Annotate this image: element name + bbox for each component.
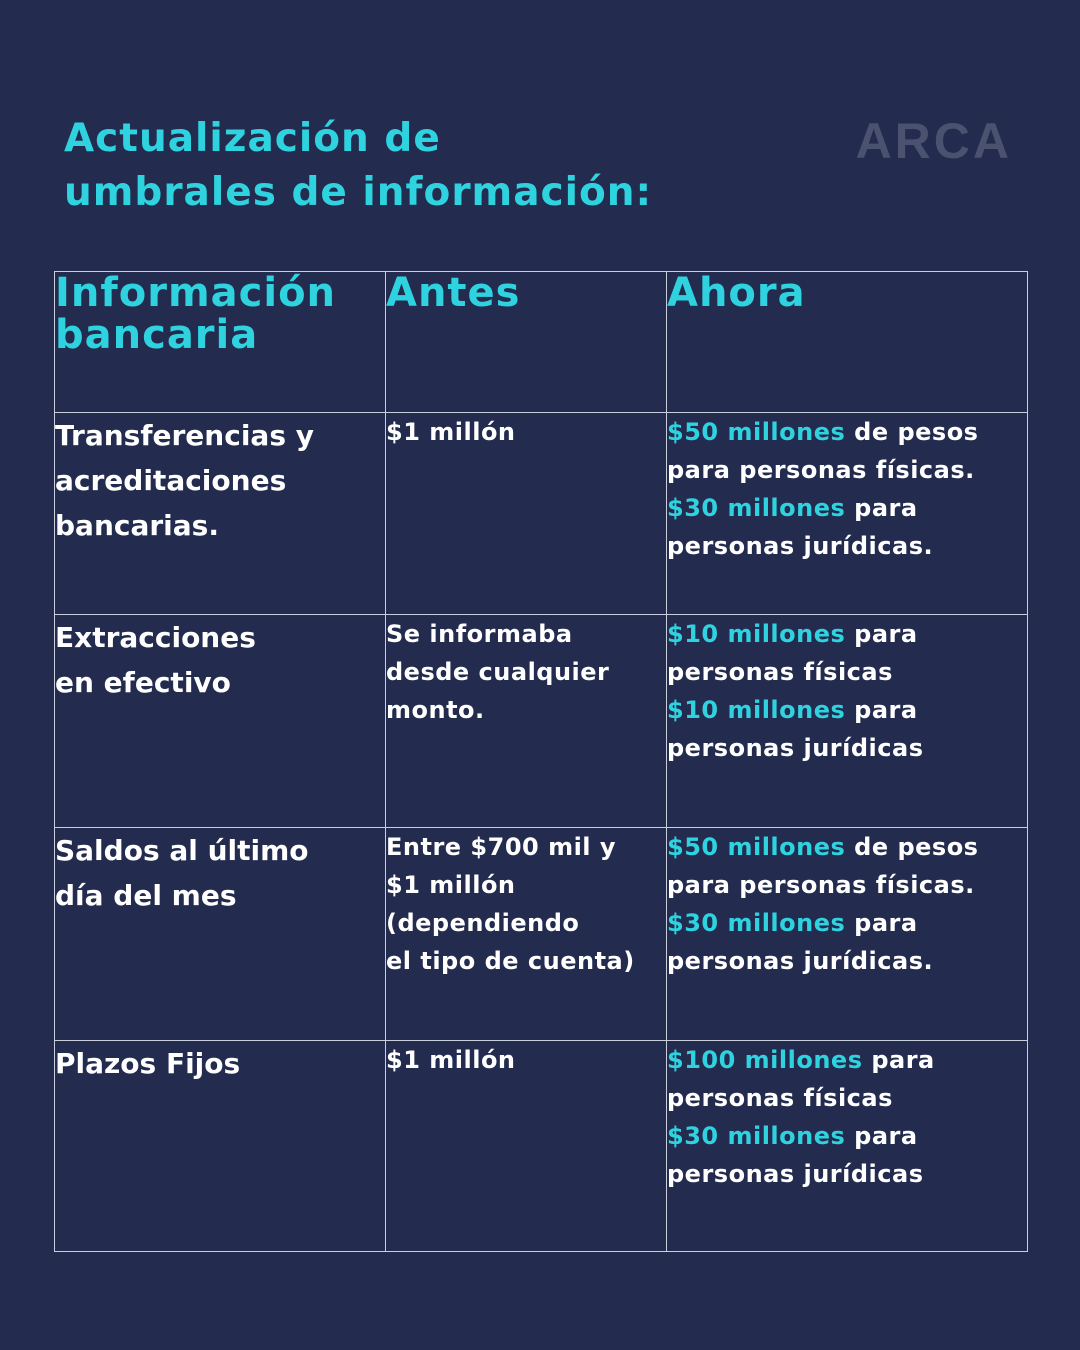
thresholds-table	[54, 271, 1028, 1252]
cell-ahora	[667, 615, 1028, 828]
ahora-text: para personas físicas.	[667, 456, 975, 484]
ahora-text: personas jurídicas.	[667, 947, 934, 975]
page-title	[64, 112, 652, 220]
header-info-line-2: bancaria	[55, 312, 259, 358]
info-line: Plazos Fijos	[55, 1047, 241, 1080]
info-line: acreditaciones	[55, 464, 287, 497]
ahora-text: para	[845, 620, 918, 648]
ahora-line	[667, 942, 1027, 980]
table-row	[55, 413, 1028, 615]
ahora-text: personas jurídicas	[667, 734, 924, 762]
ahora-text: personas físicas	[667, 658, 893, 686]
ahora-text: personas físicas	[667, 1084, 893, 1112]
antes-line: monto.	[386, 696, 485, 724]
info-line: día del mes	[55, 879, 237, 912]
antes-line: Se informaba	[386, 620, 573, 648]
cell-ahora	[667, 413, 1028, 615]
ahora-line	[667, 866, 1027, 904]
amount-highlight: $30 millones	[667, 909, 846, 937]
ahora-text: para personas físicas.	[667, 871, 975, 899]
table-row	[55, 828, 1028, 1041]
antes-line: (dependiendo	[386, 909, 580, 937]
info-line: bancarias.	[55, 509, 219, 542]
ahora-line	[667, 828, 1027, 866]
antes-line: desde cualquier	[386, 658, 610, 686]
info-line: en efectivo	[55, 666, 231, 699]
cell-informacion	[55, 1041, 386, 1252]
title-line-1: Actualización de	[64, 116, 441, 161]
ahora-line	[667, 615, 1027, 653]
cell-antes	[386, 1041, 667, 1252]
cell-ahora	[667, 828, 1028, 1041]
ahora-line	[667, 451, 1027, 489]
amount-highlight: $50 millones	[667, 833, 846, 861]
header-antes: Antes	[386, 272, 667, 413]
cell-informacion	[55, 615, 386, 828]
info-line: Transferencias y	[55, 419, 314, 452]
amount-highlight: $10 millones	[667, 620, 846, 648]
amount-highlight: $10 millones	[667, 696, 846, 724]
title-line-2: umbrales de información:	[64, 170, 653, 215]
arca-logo: ARCA	[855, 113, 1012, 169]
table-header-row	[55, 272, 1028, 413]
ahora-text: para	[845, 909, 918, 937]
ahora-line	[667, 413, 1027, 451]
cell-antes	[386, 413, 667, 615]
antes-line: el tipo de cuenta)	[386, 947, 635, 975]
ahora-line	[667, 489, 1027, 527]
header-ahora: Ahora	[667, 272, 1028, 413]
ahora-line	[667, 653, 1027, 691]
table-row	[55, 1041, 1028, 1252]
antes-line: $1 millón	[386, 1046, 516, 1074]
ahora-line	[667, 729, 1027, 767]
ahora-text: para	[845, 696, 918, 724]
ahora-line	[667, 527, 1027, 565]
amount-highlight: $30 millones	[667, 494, 846, 522]
ahora-line	[667, 691, 1027, 729]
antes-line: Entre $700 mil y	[386, 833, 617, 861]
ahora-line	[667, 1079, 1027, 1117]
header-info-line-1: Información	[55, 270, 337, 316]
ahora-line	[667, 1155, 1027, 1193]
amount-highlight: $50 millones	[667, 418, 846, 446]
cell-ahora	[667, 1041, 1028, 1252]
cell-antes	[386, 615, 667, 828]
cell-informacion	[55, 828, 386, 1041]
ahora-text: personas jurídicas.	[667, 532, 934, 560]
ahora-text: para	[862, 1046, 935, 1074]
antes-line: $1 millón	[386, 871, 516, 899]
ahora-text: para	[845, 494, 918, 522]
info-line: Extracciones	[55, 621, 256, 654]
ahora-text: personas jurídicas	[667, 1160, 924, 1188]
ahora-line	[667, 1041, 1027, 1079]
ahora-line	[667, 1117, 1027, 1155]
antes-line: $1 millón	[386, 418, 516, 446]
amount-highlight: $100 millones	[667, 1046, 863, 1074]
table-row	[55, 615, 1028, 828]
cell-antes	[386, 828, 667, 1041]
info-line: Saldos al último	[55, 834, 309, 867]
header-informacion-bancaria	[55, 272, 386, 413]
amount-highlight: $30 millones	[667, 1122, 846, 1150]
ahora-text: para	[845, 1122, 918, 1150]
ahora-line	[667, 904, 1027, 942]
cell-informacion	[55, 413, 386, 615]
ahora-text: de pesos	[845, 418, 979, 446]
ahora-text: de pesos	[845, 833, 979, 861]
